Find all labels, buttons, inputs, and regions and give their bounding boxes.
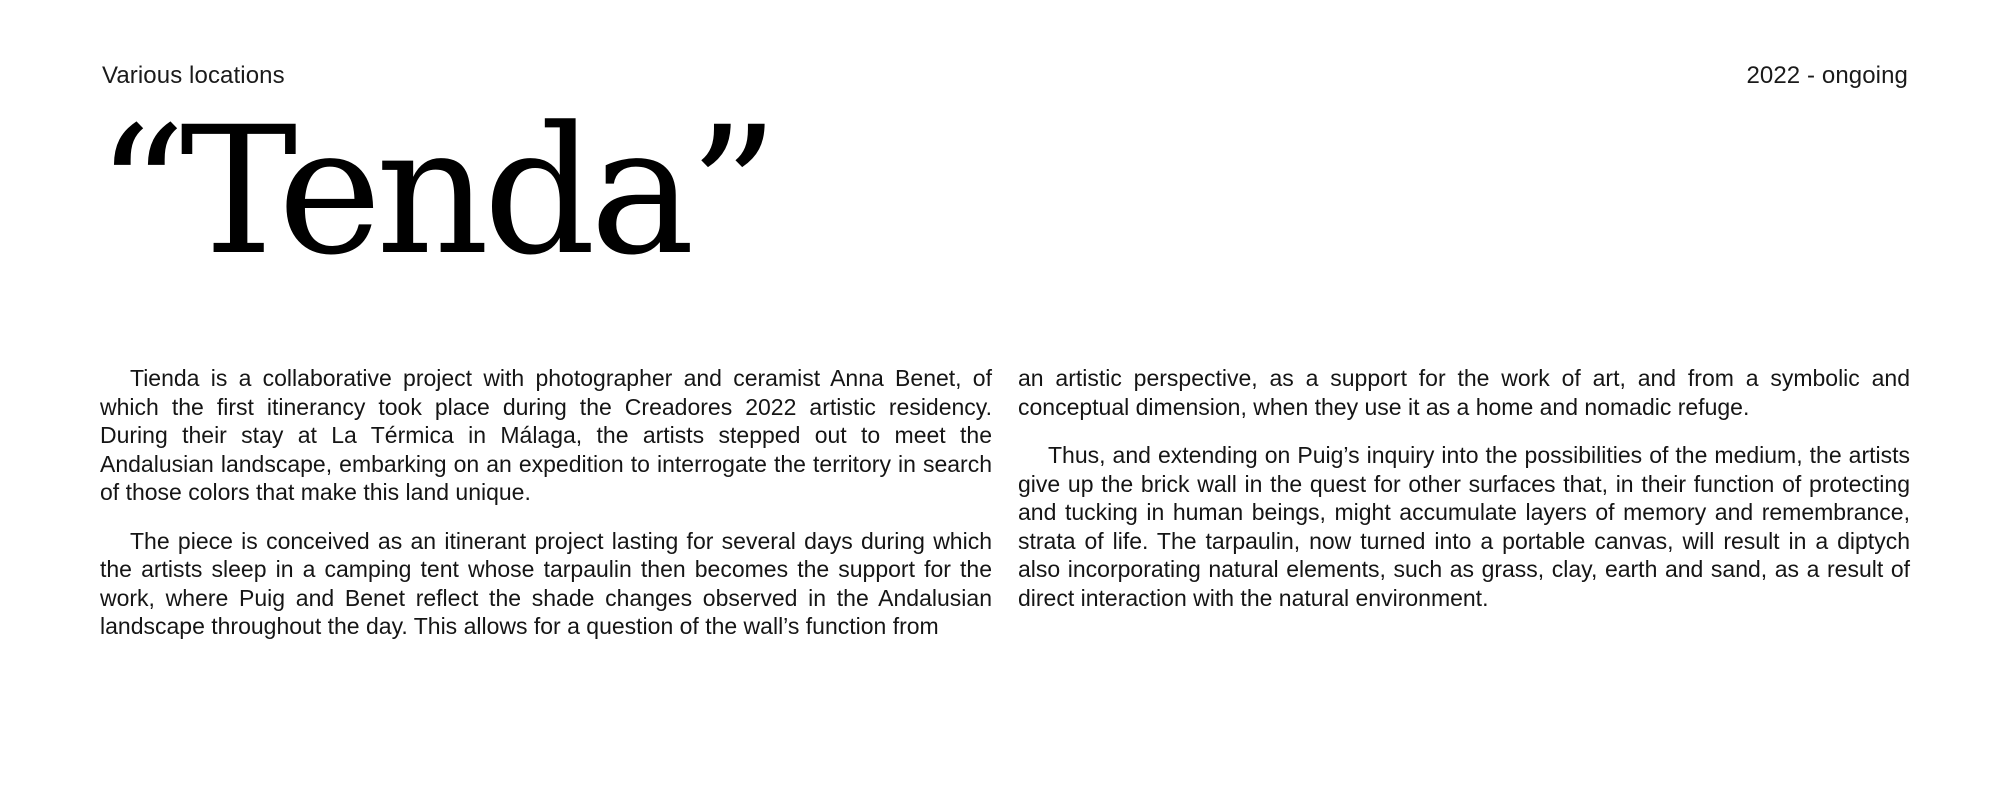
location-label: Various locations <box>102 62 285 89</box>
paragraph: Tienda is a collaborative project with photographer and ceramist Anna Benet, of which the first itinerancy took place during the Creadores 2022 artistic residency. During their stay at La Térmica in Málaga, the artists stepped out to meet the Andalusian landscape, embarking on an expedition to interrogate the territory in search of those colors that make this land unique. <box>100 365 992 505</box>
text-column-left <box>100 364 992 661</box>
paragraph-continuation: an artistic perspective, as a support for the work of art, and from a symbolic and conceptual dimension, when they use it as a home and nomadic refuge. <box>1018 365 1910 420</box>
paragraph: Thus, and extending on Puig’s inquiry into the possibilities of the medium, the artists give up the brick wall in the quest for other surfaces that, in their function of protecting and tucking in human beings, might accumulate layers of memory and remembrance, strata of life. The tarpaulin, now turned into a portable canvas, will result in a diptych also incorporating natural elements, such as grass, clay, earth and sand, as a result of direct interaction with the natural environment. <box>1018 442 1910 611</box>
date-range-label: 2022 - ongoing <box>1746 62 1908 89</box>
text-column-right <box>1018 364 1910 661</box>
page-title: “Tenda” <box>96 89 773 294</box>
paragraph: The piece is conceived as an itinerant project lasting for several days during which the artists sleep in a camping tent whose tarpaulin then becomes the support for the work, where Puig and Benet reflect the shade changes observed in the Andalusian landscape throughout the day. This allows for a question of the wall’s function from <box>100 527 992 639</box>
body-columns <box>100 364 1910 661</box>
